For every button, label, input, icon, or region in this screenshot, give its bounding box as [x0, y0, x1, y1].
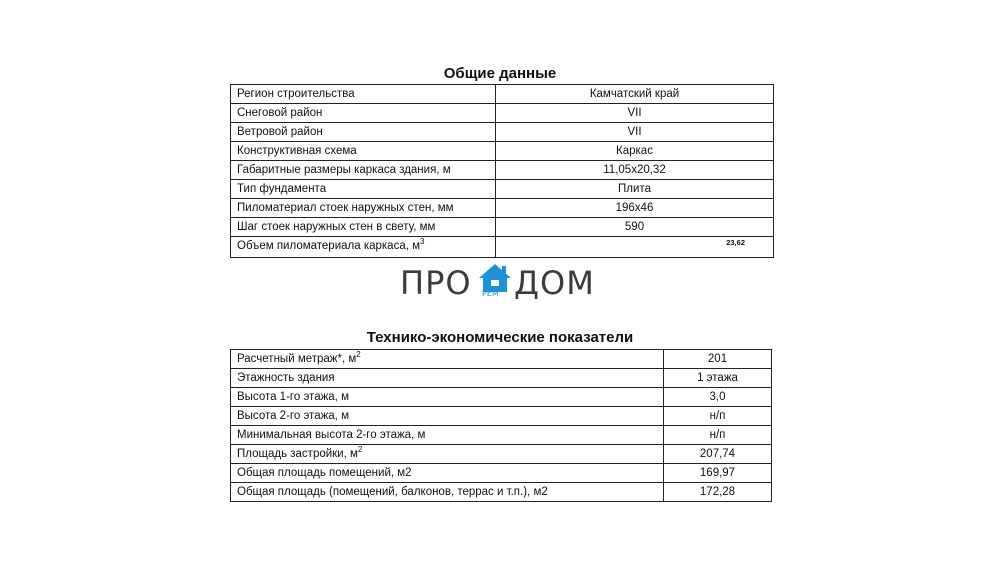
table-row	[231, 199, 774, 218]
row-label: Ветровой район	[231, 123, 496, 142]
row-value: 172,28	[664, 483, 772, 502]
teo-table	[230, 349, 772, 502]
table-row	[231, 180, 774, 199]
row-label: Снеговой район	[231, 104, 496, 123]
row-value: 201	[664, 350, 772, 369]
row-value: 1 этажа	[664, 369, 772, 388]
general-data-title: Общие данные	[443, 65, 557, 82]
table-row	[231, 142, 774, 161]
row-value: 11,05х20,32	[496, 161, 774, 180]
row-value: 23,62	[496, 237, 774, 258]
row-label: Конструктивная схема	[231, 142, 496, 161]
row-value: Плита	[496, 180, 774, 199]
row-value: 590	[496, 218, 774, 237]
logo-sub: РЕМ	[482, 289, 499, 298]
row-label	[231, 350, 664, 369]
table-row	[231, 123, 774, 142]
table-row	[231, 464, 772, 483]
row-label-text: Расчетный метраж*, м	[237, 353, 357, 365]
prodom-logo	[398, 262, 602, 302]
general-data-table	[230, 84, 774, 258]
row-label-text: Минимальная высота 2-го этажа, м	[237, 429, 426, 441]
table-row	[231, 483, 772, 502]
row-label	[231, 237, 496, 258]
row-label-text: Общая площадь помещений, м2	[237, 467, 412, 479]
row-label	[231, 464, 664, 483]
row-label-text: Общая площадь (помещений, балконов, террас и т.п.), м2	[237, 486, 548, 498]
table-row	[231, 218, 774, 237]
row-value: н/п	[664, 426, 772, 445]
table-row	[231, 369, 772, 388]
unit-superscript: 2	[356, 350, 361, 360]
row-label: Габаритные размеры каркаса здания, м	[231, 161, 496, 180]
table-row	[231, 445, 772, 464]
row-label-text: Площадь застройки, м	[237, 448, 358, 460]
unit-superscript: 3	[420, 237, 425, 247]
table-row	[231, 161, 774, 180]
table-row	[231, 407, 772, 426]
row-value: VII	[496, 123, 774, 142]
unit-superscript: 2	[357, 445, 363, 455]
row-label: Пиломатериал стоек наружных стен, мм	[231, 199, 496, 218]
row-value: Каркас	[496, 142, 774, 161]
row-value: 196х46	[496, 199, 774, 218]
row-label	[231, 407, 664, 426]
table-row	[231, 350, 772, 369]
row-label-text: Высота 2-го этажа, м	[237, 410, 349, 422]
row-value: 3,0	[664, 388, 772, 407]
teo-title: Технико-экономические показатели	[366, 329, 634, 346]
row-value: 169,97	[664, 464, 772, 483]
row-label: Регион строительства	[231, 85, 496, 104]
row-label	[231, 388, 664, 407]
table-row	[231, 85, 774, 104]
row-label	[231, 483, 664, 502]
table-row	[231, 237, 774, 258]
row-label-text: Высота 1-го этажа, м	[237, 391, 349, 403]
row-label-text: Этажность здания	[237, 372, 335, 384]
row-label	[231, 369, 664, 388]
row-value: н/п	[664, 407, 772, 426]
logo-word-right: ДОМ	[514, 264, 595, 302]
table-row	[231, 388, 772, 407]
table-row	[231, 426, 772, 445]
row-value: 207,74	[664, 445, 772, 464]
row-value: VII	[496, 104, 774, 123]
row-label: Шаг стоек наружных стен в свету, мм	[231, 218, 496, 237]
row-label	[231, 426, 664, 445]
row-label	[231, 445, 664, 464]
logo-word-left: ПРО	[400, 264, 472, 302]
row-label: Тип фундамента	[231, 180, 496, 199]
row-value: Камчатский край	[496, 85, 774, 104]
row-label-text: Объем пиломатериала каркаса, м	[237, 240, 421, 252]
table-row	[231, 104, 774, 123]
